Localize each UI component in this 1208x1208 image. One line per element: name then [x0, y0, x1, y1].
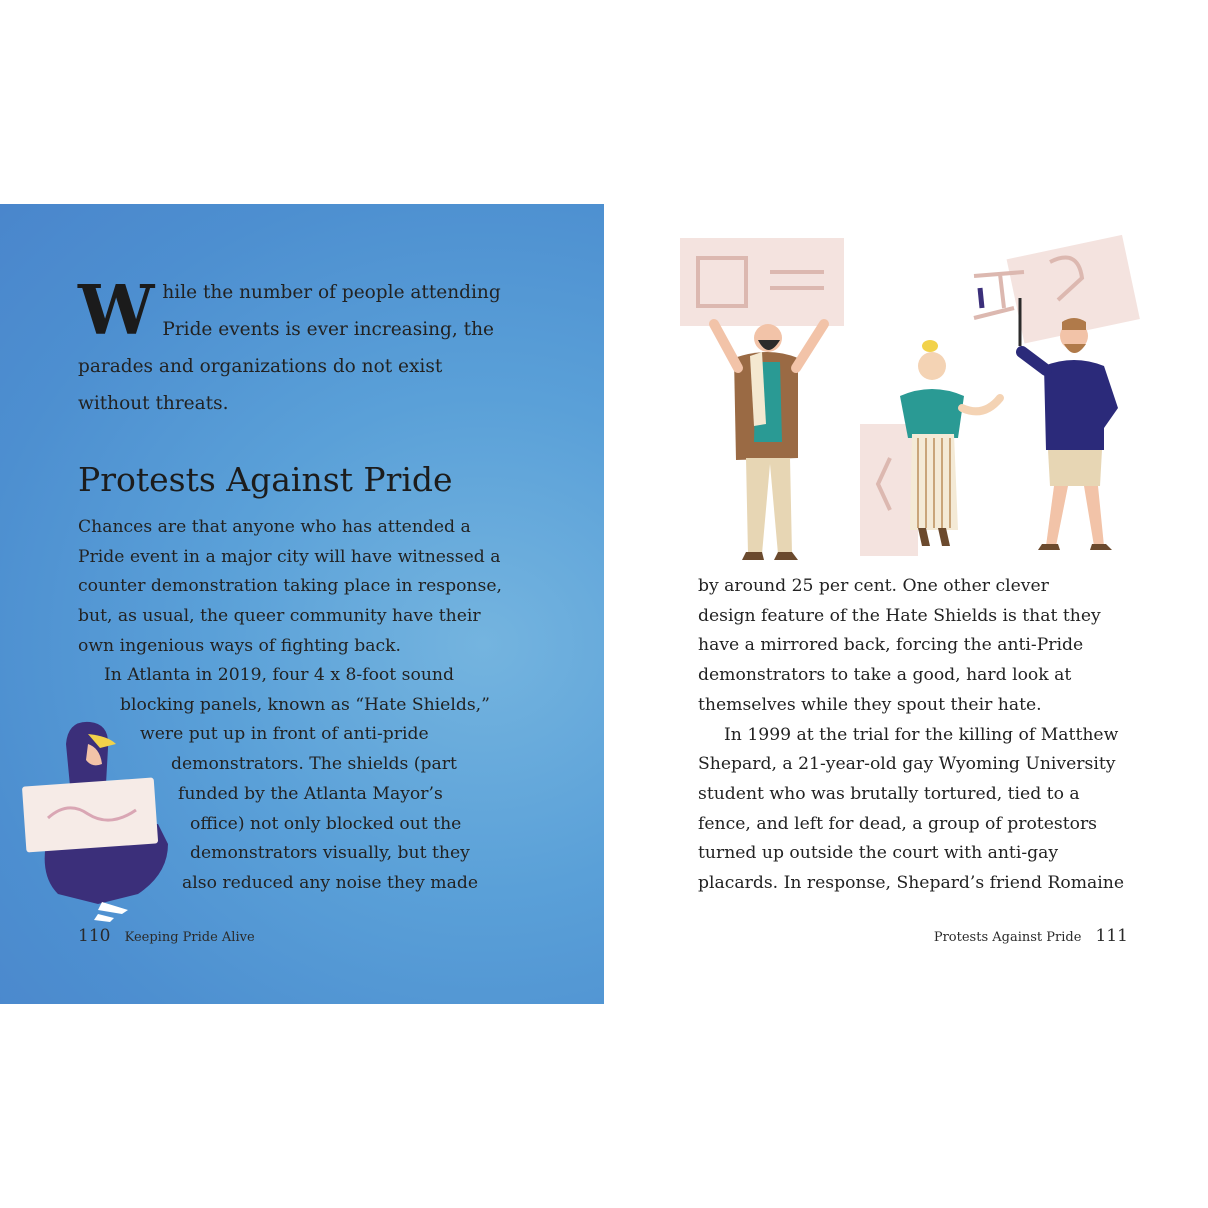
- protesters-illustration: [674, 228, 1154, 568]
- left-footer: [78, 926, 255, 946]
- page-number: 111: [1095, 926, 1128, 946]
- text-line: office) not only blocked out the: [190, 813, 462, 834]
- section-title: Protests Against Pride: [78, 460, 453, 499]
- text-line: student who was brutally tortured, tied to a: [698, 783, 1080, 804]
- text-line: Shepard, a 21-year-old gay Wyoming University: [698, 754, 1116, 775]
- text-line: demonstrators visually, but they: [190, 843, 470, 864]
- book-spread: [0, 204, 1208, 1004]
- intro-paragraph: [78, 271, 512, 422]
- text-line: also reduced any noise they made: [182, 872, 478, 893]
- left-page: [0, 204, 604, 1004]
- right-footer: [934, 926, 1128, 946]
- left-paragraph-1: Chances are that anyone who has attended a Pride event in a major city will have witnessed a counter demonstration taking place in response, but, as usual, the queer community have their own ingenious ways of fighting back.: [78, 517, 502, 656]
- right-paragraph: [698, 572, 1148, 899]
- text-line: demonstrators to take a good, hard look at: [698, 665, 1072, 686]
- text-line: design feature of the Hate Shields is that they: [698, 605, 1101, 626]
- text-line: blocking panels, known as “Hate Shields,”: [120, 694, 490, 715]
- text-line: placards. In response, Shepard’s friend Romaine: [698, 873, 1125, 894]
- text-line: were put up in front of anti-pride: [140, 724, 429, 745]
- text-line: funded by the Atlanta Mayor’s: [178, 783, 443, 804]
- text-line: In Atlanta in 2019, four 4 x 8-foot sound: [104, 665, 454, 685]
- page-number: 110: [78, 926, 111, 946]
- text-line: fence, and left for dead, a group of protestors: [698, 813, 1097, 834]
- running-title: Keeping Pride Alive: [124, 930, 255, 945]
- text-line: by around 25 per cent. One other clever: [698, 576, 1049, 596]
- intro-text: hile the number of people attending Pride events is ever increasing, the parades and organizations do not exist without threats.: [78, 282, 501, 414]
- text-line: In 1999 at the trial for the killing of Matthew: [724, 724, 1119, 745]
- protester-illustration: [18, 714, 188, 924]
- text-line: turned up outside the court with anti-gay: [698, 843, 1059, 864]
- drop-cap: W: [78, 271, 155, 351]
- text-line: themselves while they spout their hate.: [698, 694, 1042, 715]
- right-page: [604, 204, 1208, 1004]
- running-title: Protests Against Pride: [933, 930, 1082, 945]
- text-line: have a mirrored back, forcing the anti-Pride: [698, 635, 1084, 656]
- text-line: demonstrators. The shields (part: [171, 754, 457, 775]
